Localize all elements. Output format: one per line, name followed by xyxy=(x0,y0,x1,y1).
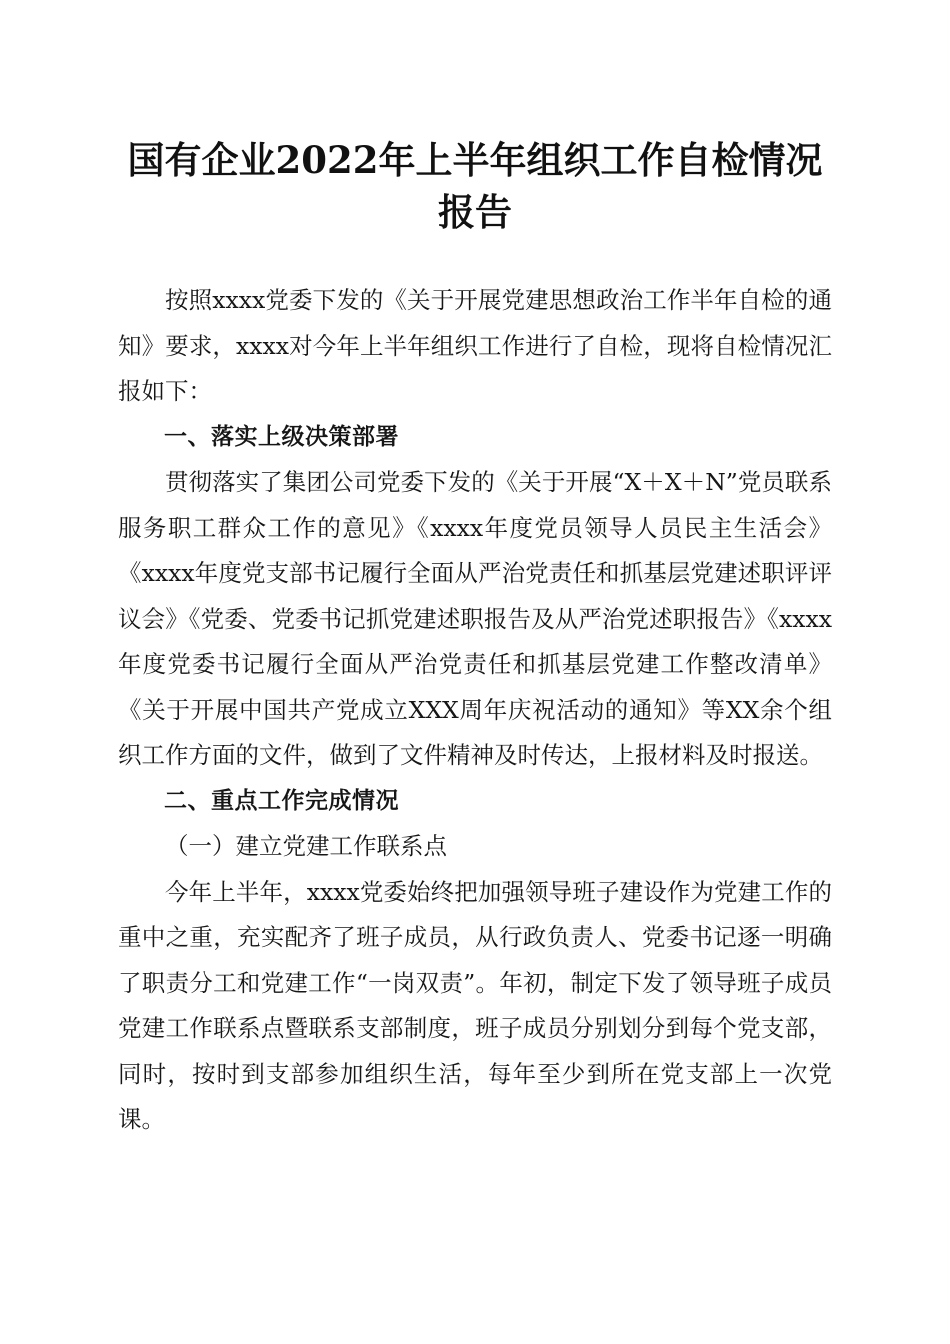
intro-paragraph: 按照xxxx党委下发的《关于开展党建思想政治工作半年自检的通知》要求，xxxx对今年上半年组织工作进行了自检，现将自检情况汇报如下： xyxy=(118,286,832,405)
section-heading-2: 二、重点工作完成情况 xyxy=(164,787,399,814)
subsection-heading-1: （一）建立党建工作联系点 xyxy=(165,832,447,860)
subsection-1-paragraph: 今年上半年，xxxx党委始终把加强领导班子建设作为党建工作的重中之重，充实配齐了班子成员，从行政负责人、党委书记逐一明确了职责分工和党建工作“一岗双责”。年初，制定下发了领导班子成员党建工作联系点暨联系支部制度，班子成员分别划分到每个党支部，同时，按时到支部参加组织生活，每年至少到所在党支部上一次党课。 xyxy=(118,877,832,1133)
document-body xyxy=(118,278,832,1143)
section-heading-1: 一、落实上级决策部署 xyxy=(164,423,399,450)
document-title: 国有企业2022年上半年组织工作自检情况报告 xyxy=(127,138,823,234)
section-1-paragraph: 贯彻落实了集团公司党委下发的《关于开展“X＋X＋N”党员联系服务职工群众工作的意见》《xxxx年度党员领导人员民主生活会》《xxxx年度党支部书记履行全面从严治党责任和抓基层党建述职评评议会》《党委、党委书记抓党建述职报告及从严治党述职报告》《xxxx年度党委书记履行全面从严治党责任和抓基层党建工作整改清单》《关于开展中国共产党成立XXX周年庆祝活动的通知》等XX余个组织工作方面的文件，做到了文件精神及时传达，上报材料及时报送。 xyxy=(118,468,832,769)
